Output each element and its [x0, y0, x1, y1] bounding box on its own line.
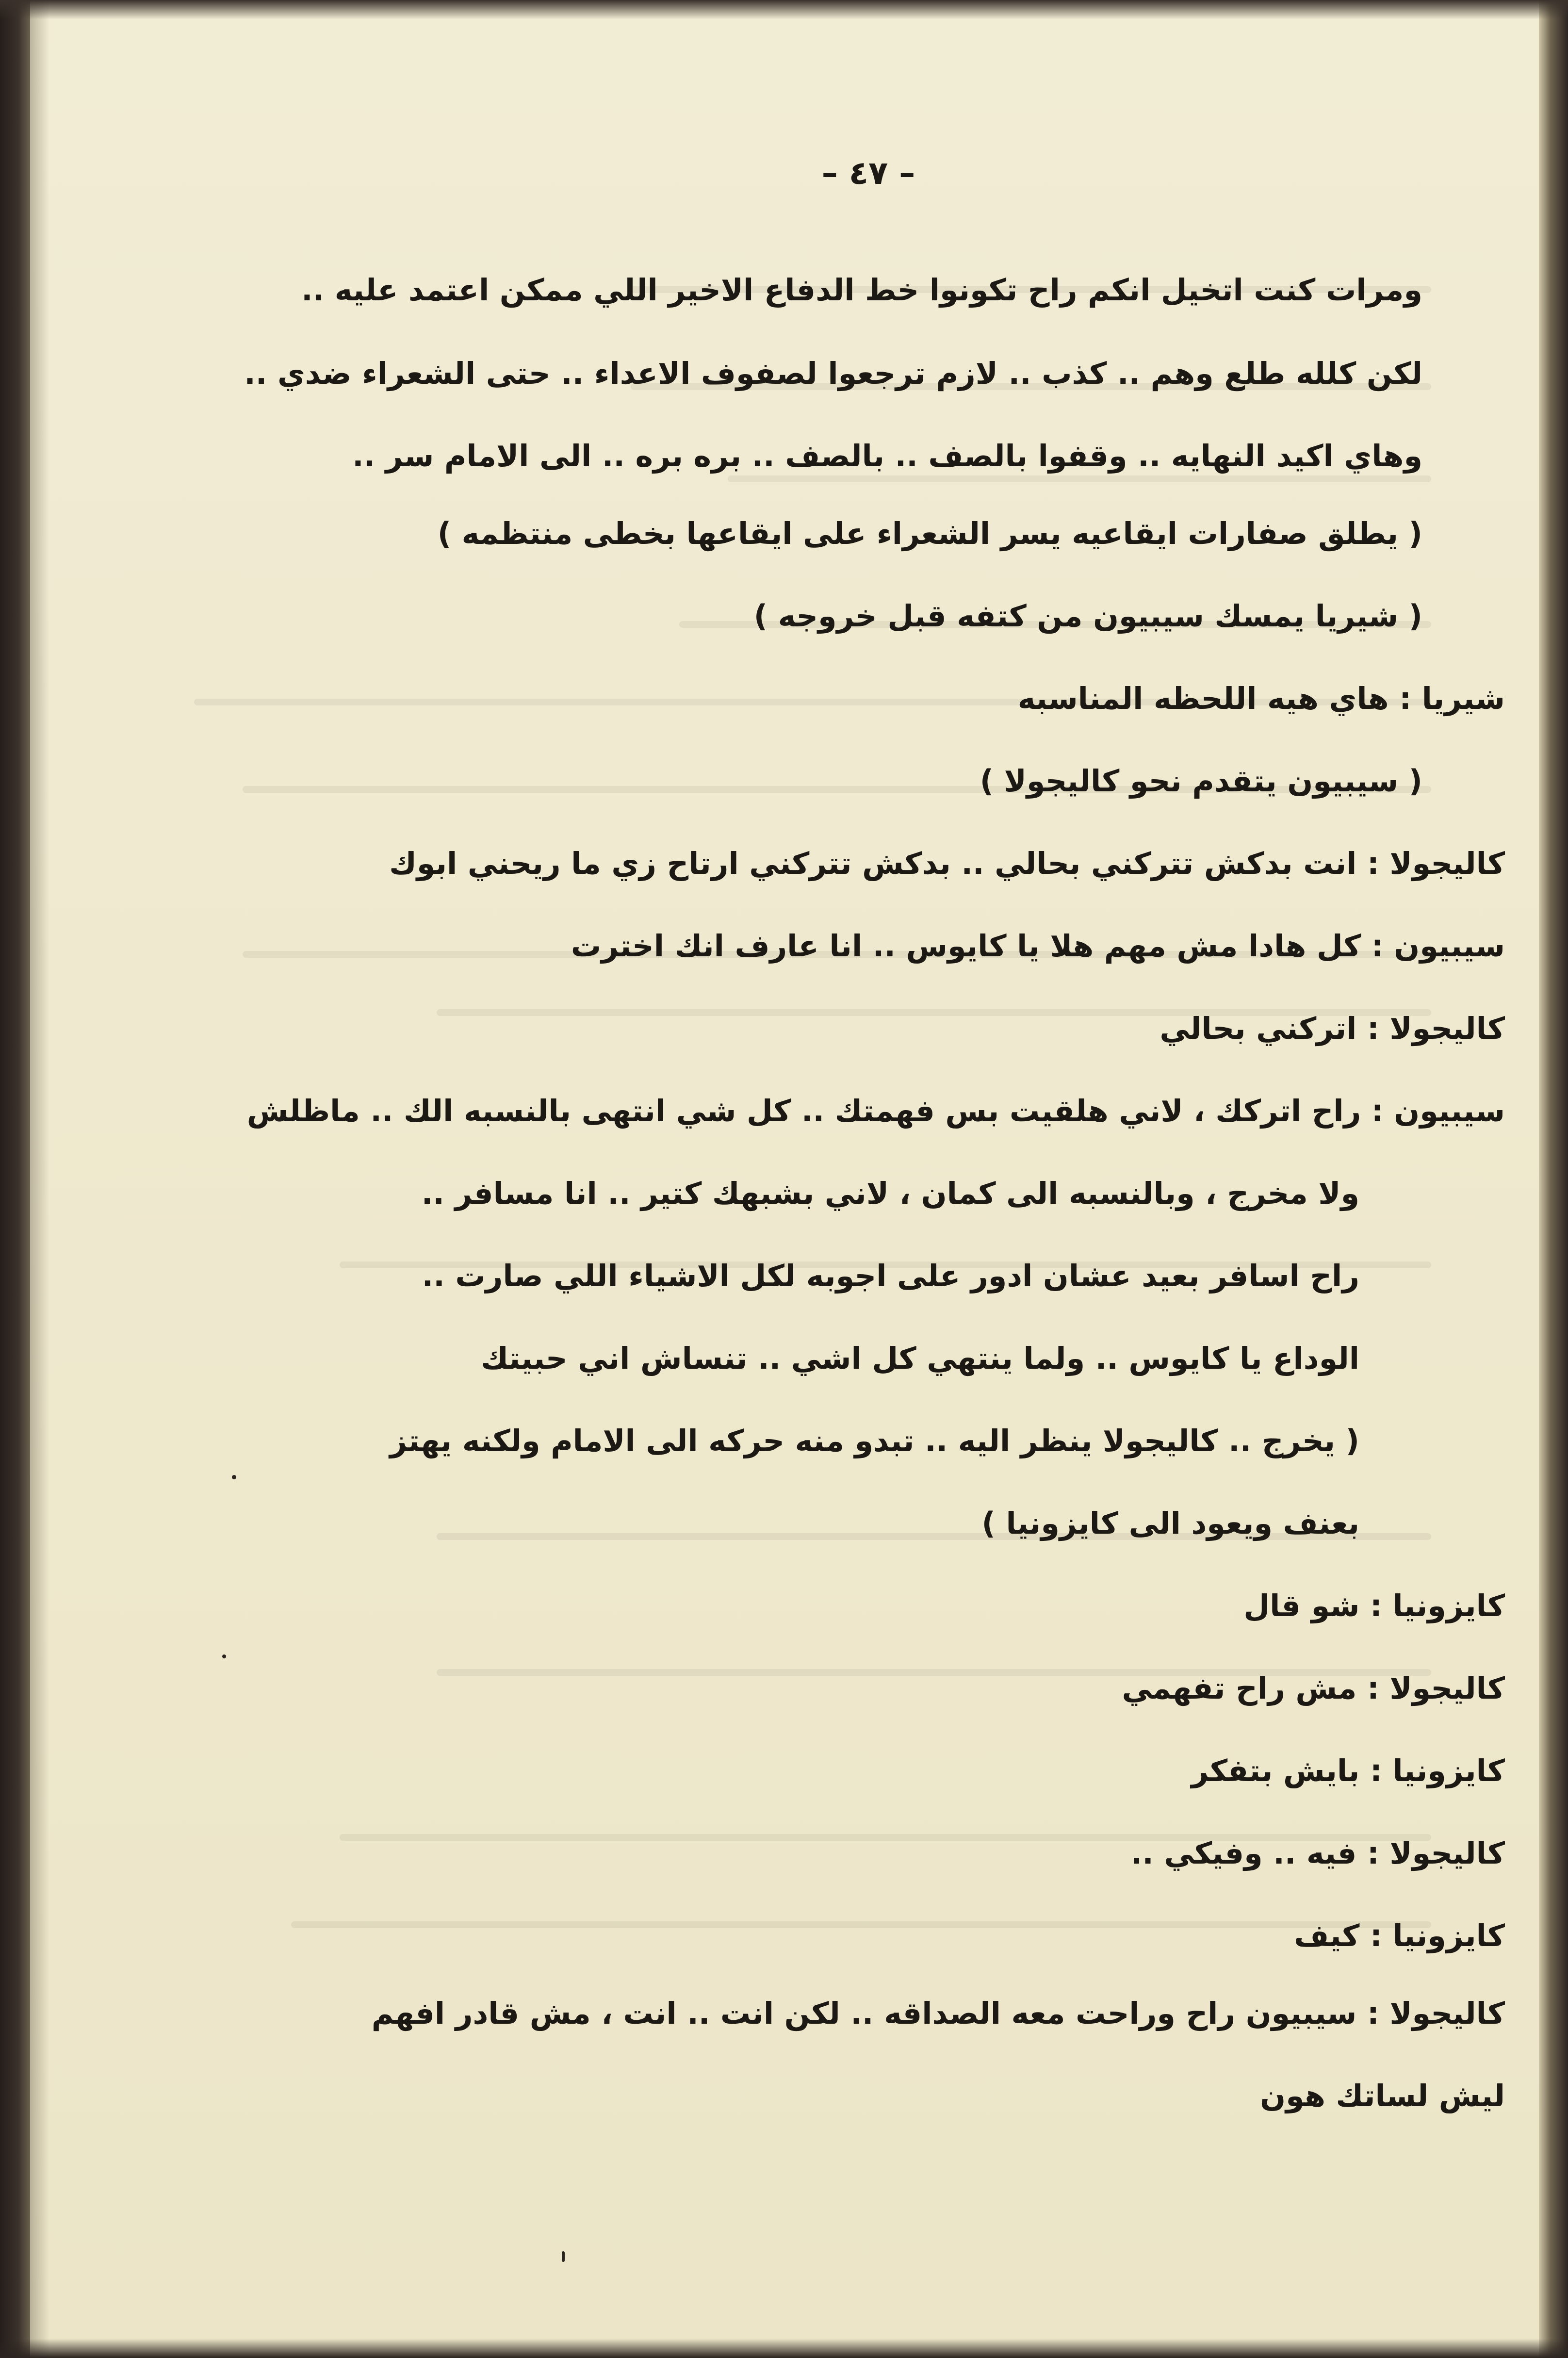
text-line: ومرات كنت اتخيل انكم راح تكونوا خط الدفاع الاخير اللي ممكن اعتمد عليه ..	[301, 272, 1422, 308]
show-through-line	[291, 1921, 1431, 1928]
page-bottom-edge	[0, 2339, 1568, 2358]
dialogue-continuation: ليش لساتك هون	[1260, 2078, 1505, 2113]
dialogue-line: كاليجولا : فيه .. وفيكي ..	[1130, 1835, 1505, 1871]
dialogue-line: كايزونيا : كيف	[1294, 1918, 1505, 1953]
dialogue-line: كاليجولا : انت بدكش تتركني بحالي .. بدكش تتركني ارتاح زي ما ريحني ابوك	[389, 846, 1505, 881]
dialogue-continuation: ولا مخرج ، وبالنسبه الى كمان ، لاني بشبهك كتير .. انا مسافر ..	[421, 1176, 1359, 1211]
page-right-edge	[1539, 0, 1568, 2358]
text-line: لكن كلله طلع وهم .. كذب .. لازم ترجعوا لصفوف الاعداء .. حتى الشعراء ضدي ..	[244, 356, 1422, 391]
dialogue-line: شيريا : هاي هيه اللحظه المناسبه	[1017, 681, 1505, 716]
paper-speck	[222, 1654, 226, 1658]
paper-speck	[562, 2251, 565, 2262]
paper-speck	[232, 1475, 236, 1479]
dialogue-line: سيبيون : كل هادا مش مهم هلا يا كايوس .. انا عارف انك اخترت	[571, 928, 1505, 964]
text-line: وهاي اكيد النهايه .. وقفوا بالصف .. بالصف .. بره بره .. الى الامام سر ..	[352, 438, 1422, 474]
stage-direction: ( يطلق صفارات ايقاعيه يسر الشعراء على ايقاعها بخطى منتظمه )	[437, 516, 1422, 551]
page-top-edge	[0, 0, 1568, 19]
book-binding	[0, 0, 30, 2358]
stage-direction: بعنف ويعود الى كايزونيا )	[981, 1506, 1359, 1541]
dialogue-line: كاليجولا : اتركني بحالي	[1160, 1011, 1505, 1046]
dialogue-line: كايزونيا : بايش بتفكر	[1191, 1753, 1505, 1788]
dialogue-continuation: راح اسافر بعيد عشان ادور على اجوبه لكل الاشياء اللي صارت ..	[422, 1258, 1359, 1294]
dialogue-line: كايزونيا : شو قال	[1243, 1588, 1505, 1623]
page-number: – ٤٧ –	[821, 154, 915, 192]
stage-direction: ( شيريا يمسك سيبيون من كتفه قبل خروجه )	[753, 598, 1422, 634]
dialogue-line: سيبيون : راح اتركك ، لاني هلقيت بس فهمتك .. كل شي انتهى بالنسبه الك .. ماظلش	[246, 1093, 1505, 1129]
stage-direction: ( سيبيون يتقدم نحو كاليجولا )	[980, 763, 1422, 799]
binding-shadow	[30, 0, 49, 2358]
dialogue-continuation: الوداع يا كايوس .. ولما ينتهي كل اشي .. تنساش اني حبيتك	[481, 1341, 1359, 1376]
dialogue-line: كاليجولا : مش راح تفهمي	[1122, 1670, 1505, 1706]
dialogue-line: كاليجولا : سيبيون راح وراحت معه الصداقه .. لكن انت .. انت ، مش قادر افهم	[371, 1996, 1505, 2031]
stage-direction: ( يخرج .. كاليجولا ينظر اليه .. تبدو منه حركه الى الامام ولكنه يهتز	[390, 1423, 1359, 1458]
